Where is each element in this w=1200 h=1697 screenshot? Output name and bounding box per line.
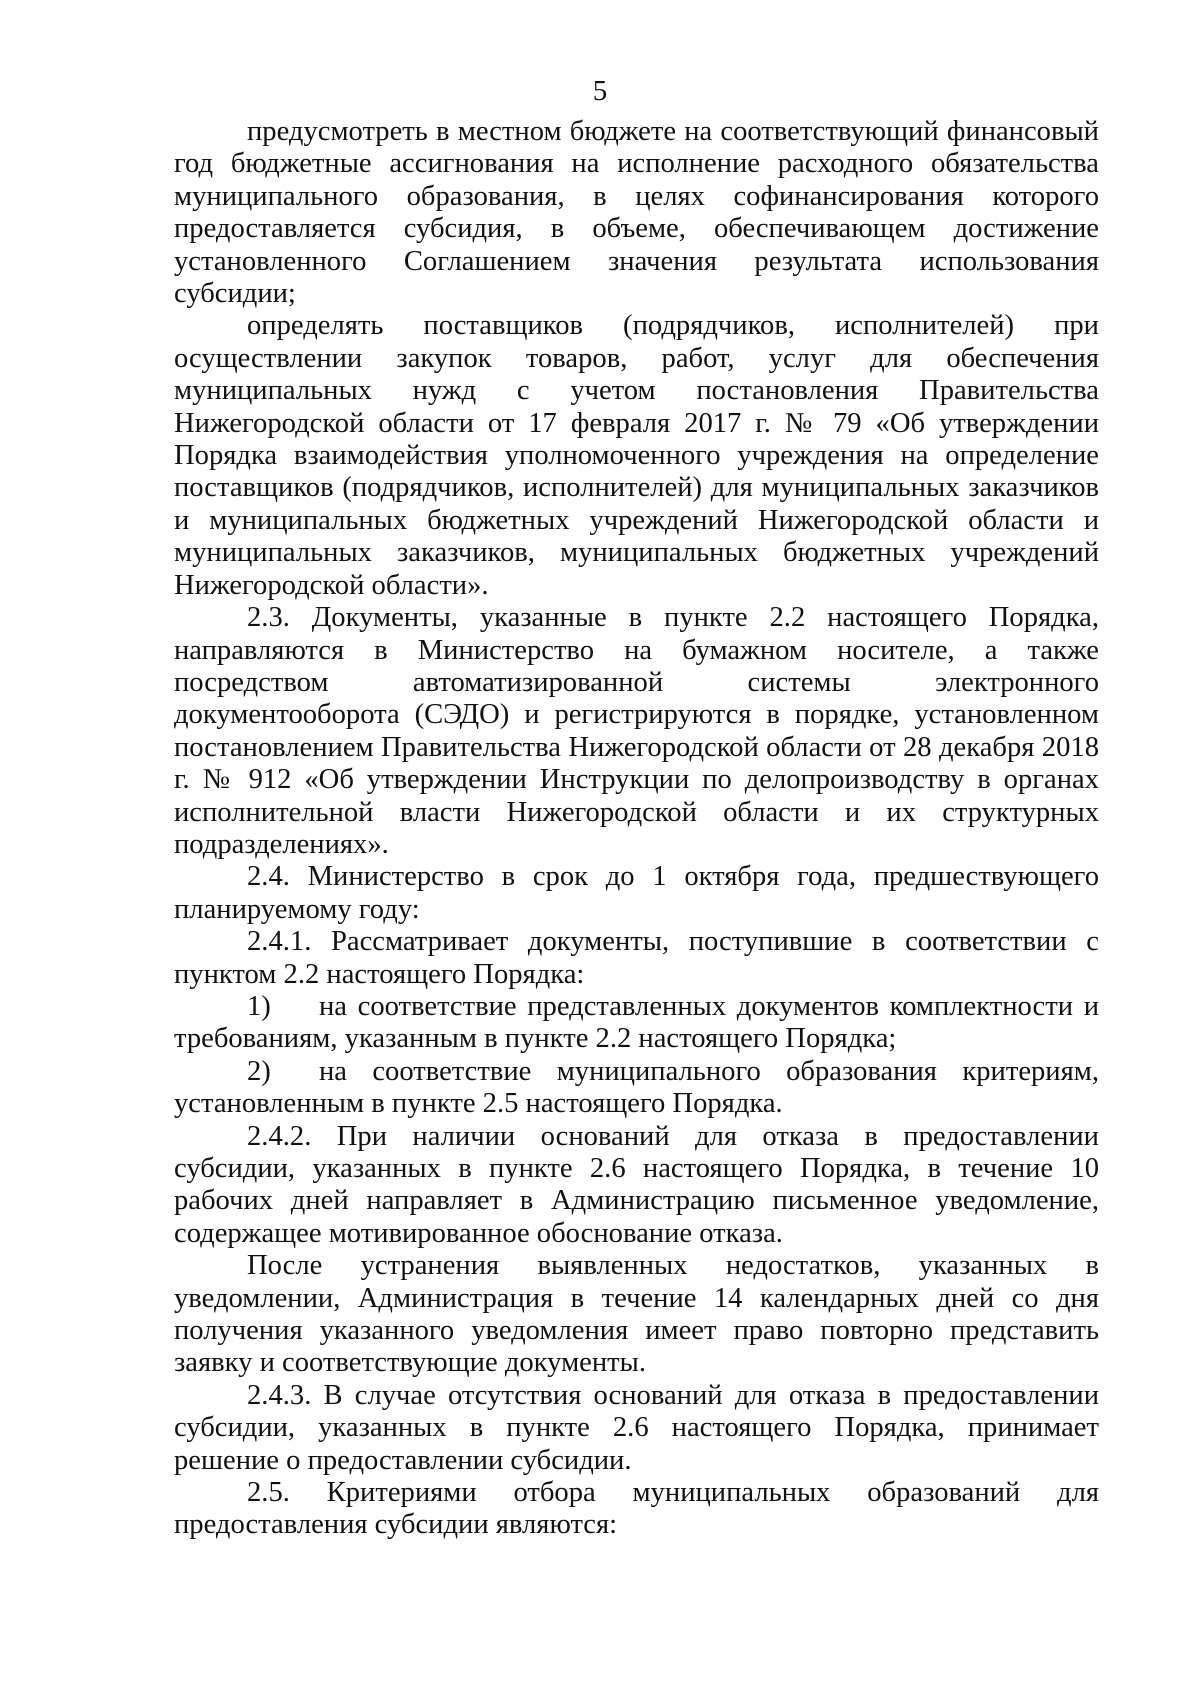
paragraph-supplier-selection: определять поставщиков (подрядчиков, исполнителей) при осуществлении закупок товаров, работ, услуг для обеспечения муниципальных нужд с учетом постановления Правительства Нижегородской области от 17 февраля 2017 г. № 79 «Об утверждении Порядка взаимодействия уполномоченного учреждения на определение поставщиков (подрядчиков, исполнителей) для муниципальных заказчиков и муниципальных бюджетных учреждений Нижегородской области и муниципальных заказчиков, муниципальных бюджетных учреждений Нижегородской области».: [174, 310, 1099, 601]
paragraph-2-4-1: 2.4.1. Рассматривает документы, поступившие в соответствии с пунктом 2.2 настоящего Порядка:: [174, 926, 1099, 990]
numbered-item-number: 1): [247, 990, 271, 1022]
numbered-item-2: [174, 1056, 1099, 1121]
paragraph-2-4-3: 2.4.3. В случае отсутствия оснований для отказа в предоставлении субсидии, указанных в пункте 2.6 настоящего Порядка, принимает решение о предоставлении субсидии.: [174, 1379, 1099, 1476]
page-number: 5: [592, 75, 608, 107]
document-body: [174, 116, 1099, 1542]
paragraph-2-4-2: 2.4.2. При наличии оснований для отказа в предоставлении субсидии, указанных в пункте 2.6 настоящего Порядка, в течение 10 рабочих дней направляет в Администрацию письменное уведомление, содержащее мотивированное обоснование отказа.: [174, 1120, 1099, 1249]
numbered-item-text: на соответствие муниципального образования критериям, установленным в пункте 2.5 настоящего Порядка.: [174, 1055, 1099, 1120]
paragraph-budget-allocation: предусмотреть в местном бюджете на соответствующий финансовый год бюджетные ассигнования на исполнение расходного обязательства муниципального образования, в целях софинансирования которого предоставляется субсидия, в объеме, обеспечивающем достижение установленного Соглашением значения результата использования субсидии;: [174, 116, 1099, 310]
numbered-item-number: 2): [247, 1055, 271, 1087]
paragraph-2-4: 2.4. Министерство в срок до 1 октября года, предшествующего планируемому году:: [174, 861, 1099, 925]
paragraph-after-correction: После устранения выявленных недостатков, указанных в уведомлении, Администрация в течение 14 календарных дней со дня получения указанного уведомления имеет право повторно представить заявку и соответствующие документы.: [174, 1250, 1099, 1379]
paragraph-2-3: 2.3. Документы, указанные в пункте 2.2 настоящего Порядка, направляются в Министерство на бумажном носителе, а также посредством автоматизированной системы электронного документооборота (СЭДО) и регистрируются в порядке, установленном постановлением Правительства Нижегородской области от 28 декабря 2018 г. № 912 «Об утверждении Инструкции по делопроизводству в органах исполнительной власти Нижегородской области и их структурных подразделениях».: [174, 602, 1099, 860]
numbered-item-text: на соответствие представленных документов комплектности и требованиям, указанным в пункте 2.2 настоящего Порядка;: [174, 990, 1099, 1055]
paragraph-2-5: 2.5. Критериями отбора муниципальных образований для предоставления субсидии являются:: [174, 1477, 1099, 1541]
numbered-item-1: [174, 991, 1099, 1056]
